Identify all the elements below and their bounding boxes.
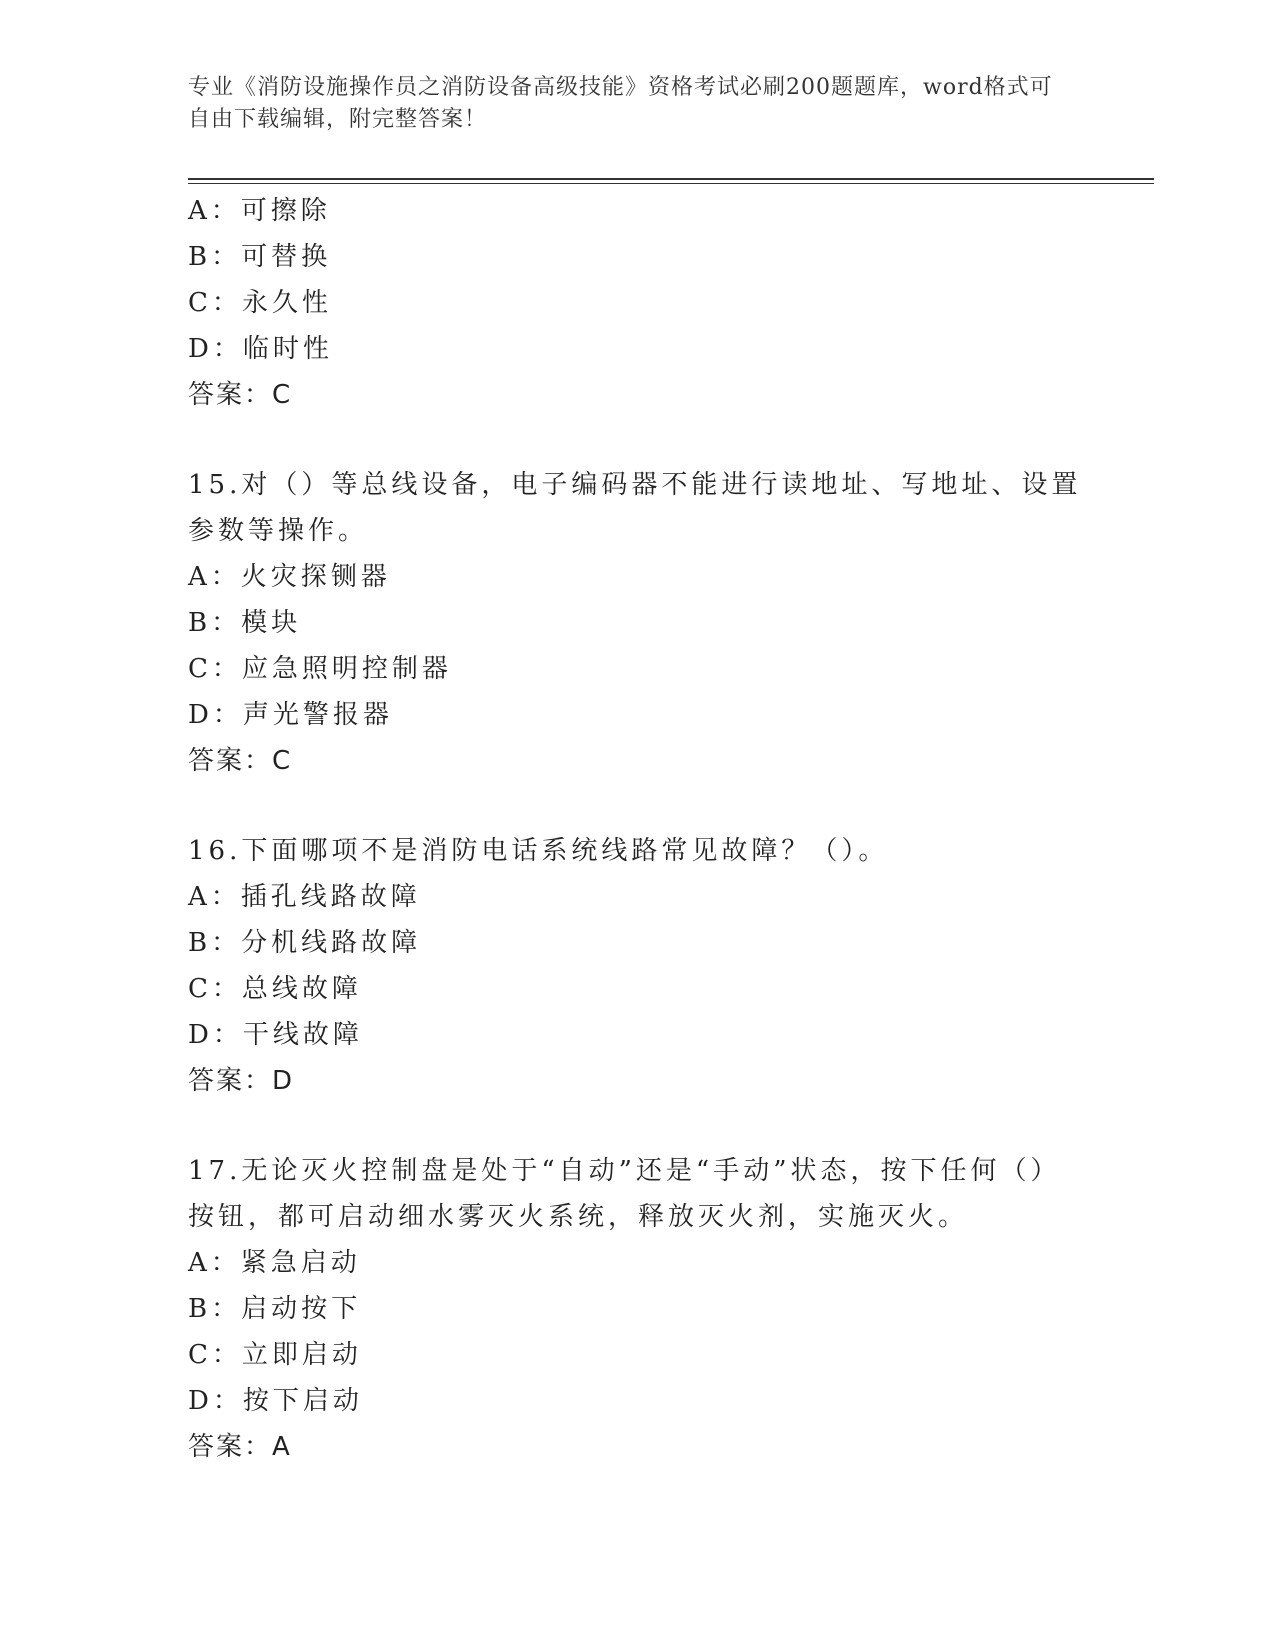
option-c: C：永久性 xyxy=(188,288,332,318)
question-text: 17.无论灭火控制盘是处于“自动”还是“手动”状态，按下任何（）按钮，都可启动细水雾灭火系统，释放灭火剂，实施灭火。 xyxy=(188,1156,1061,1232)
header-divider-thick xyxy=(188,178,1154,180)
option-a: A：火灾探铡器 xyxy=(188,562,391,592)
option-a: A：可擦除 xyxy=(188,196,331,226)
answer-line: 答案：C xyxy=(188,746,293,776)
question-list xyxy=(188,188,1088,1470)
question-text: 16.下面哪项不是消防电话系统线路常见故障？（）。 xyxy=(188,836,889,866)
document-header: 专业《消防设施操作员之消防设备高级技能》资格考试必刷200题题库，word格式可自由下载编辑，附完整答案！ xyxy=(188,75,1053,132)
question-block-17 xyxy=(188,1148,1088,1470)
option-c: C：立即启动 xyxy=(188,1340,362,1370)
option-b: B：可替换 xyxy=(188,242,332,272)
answer-line: 答案：D xyxy=(188,1066,295,1096)
option-c: C：应急照明控制器 xyxy=(188,654,452,684)
question-block-15 xyxy=(188,462,1088,784)
header-divider-thin xyxy=(188,183,1154,184)
spacer xyxy=(188,1104,1088,1148)
question-block-16 xyxy=(188,828,1088,1104)
answer-line: 答案：C xyxy=(188,380,293,410)
option-b: B：启动按下 xyxy=(188,1294,362,1324)
option-d: D：干线故障 xyxy=(188,1020,363,1050)
option-d: D：按下启动 xyxy=(188,1386,363,1416)
answer-line: 答案：A xyxy=(188,1432,292,1462)
spacer xyxy=(188,418,1088,462)
option-a: A：插孔线路故障 xyxy=(188,882,421,912)
option-d: D：临时性 xyxy=(188,334,333,364)
option-c: C：总线故障 xyxy=(188,974,362,1004)
option-d: D：声光警报器 xyxy=(188,700,393,730)
option-a: A：紧急启动 xyxy=(188,1248,361,1278)
option-b: B：模块 xyxy=(188,608,302,638)
spacer xyxy=(188,784,1088,828)
question-block-partial xyxy=(188,188,1088,418)
question-text: 15.对（）等总线设备，电子编码器不能进行读地址、写地址、设置参数等操作。 xyxy=(188,470,1082,546)
option-b: B：分机线路故障 xyxy=(188,928,422,958)
